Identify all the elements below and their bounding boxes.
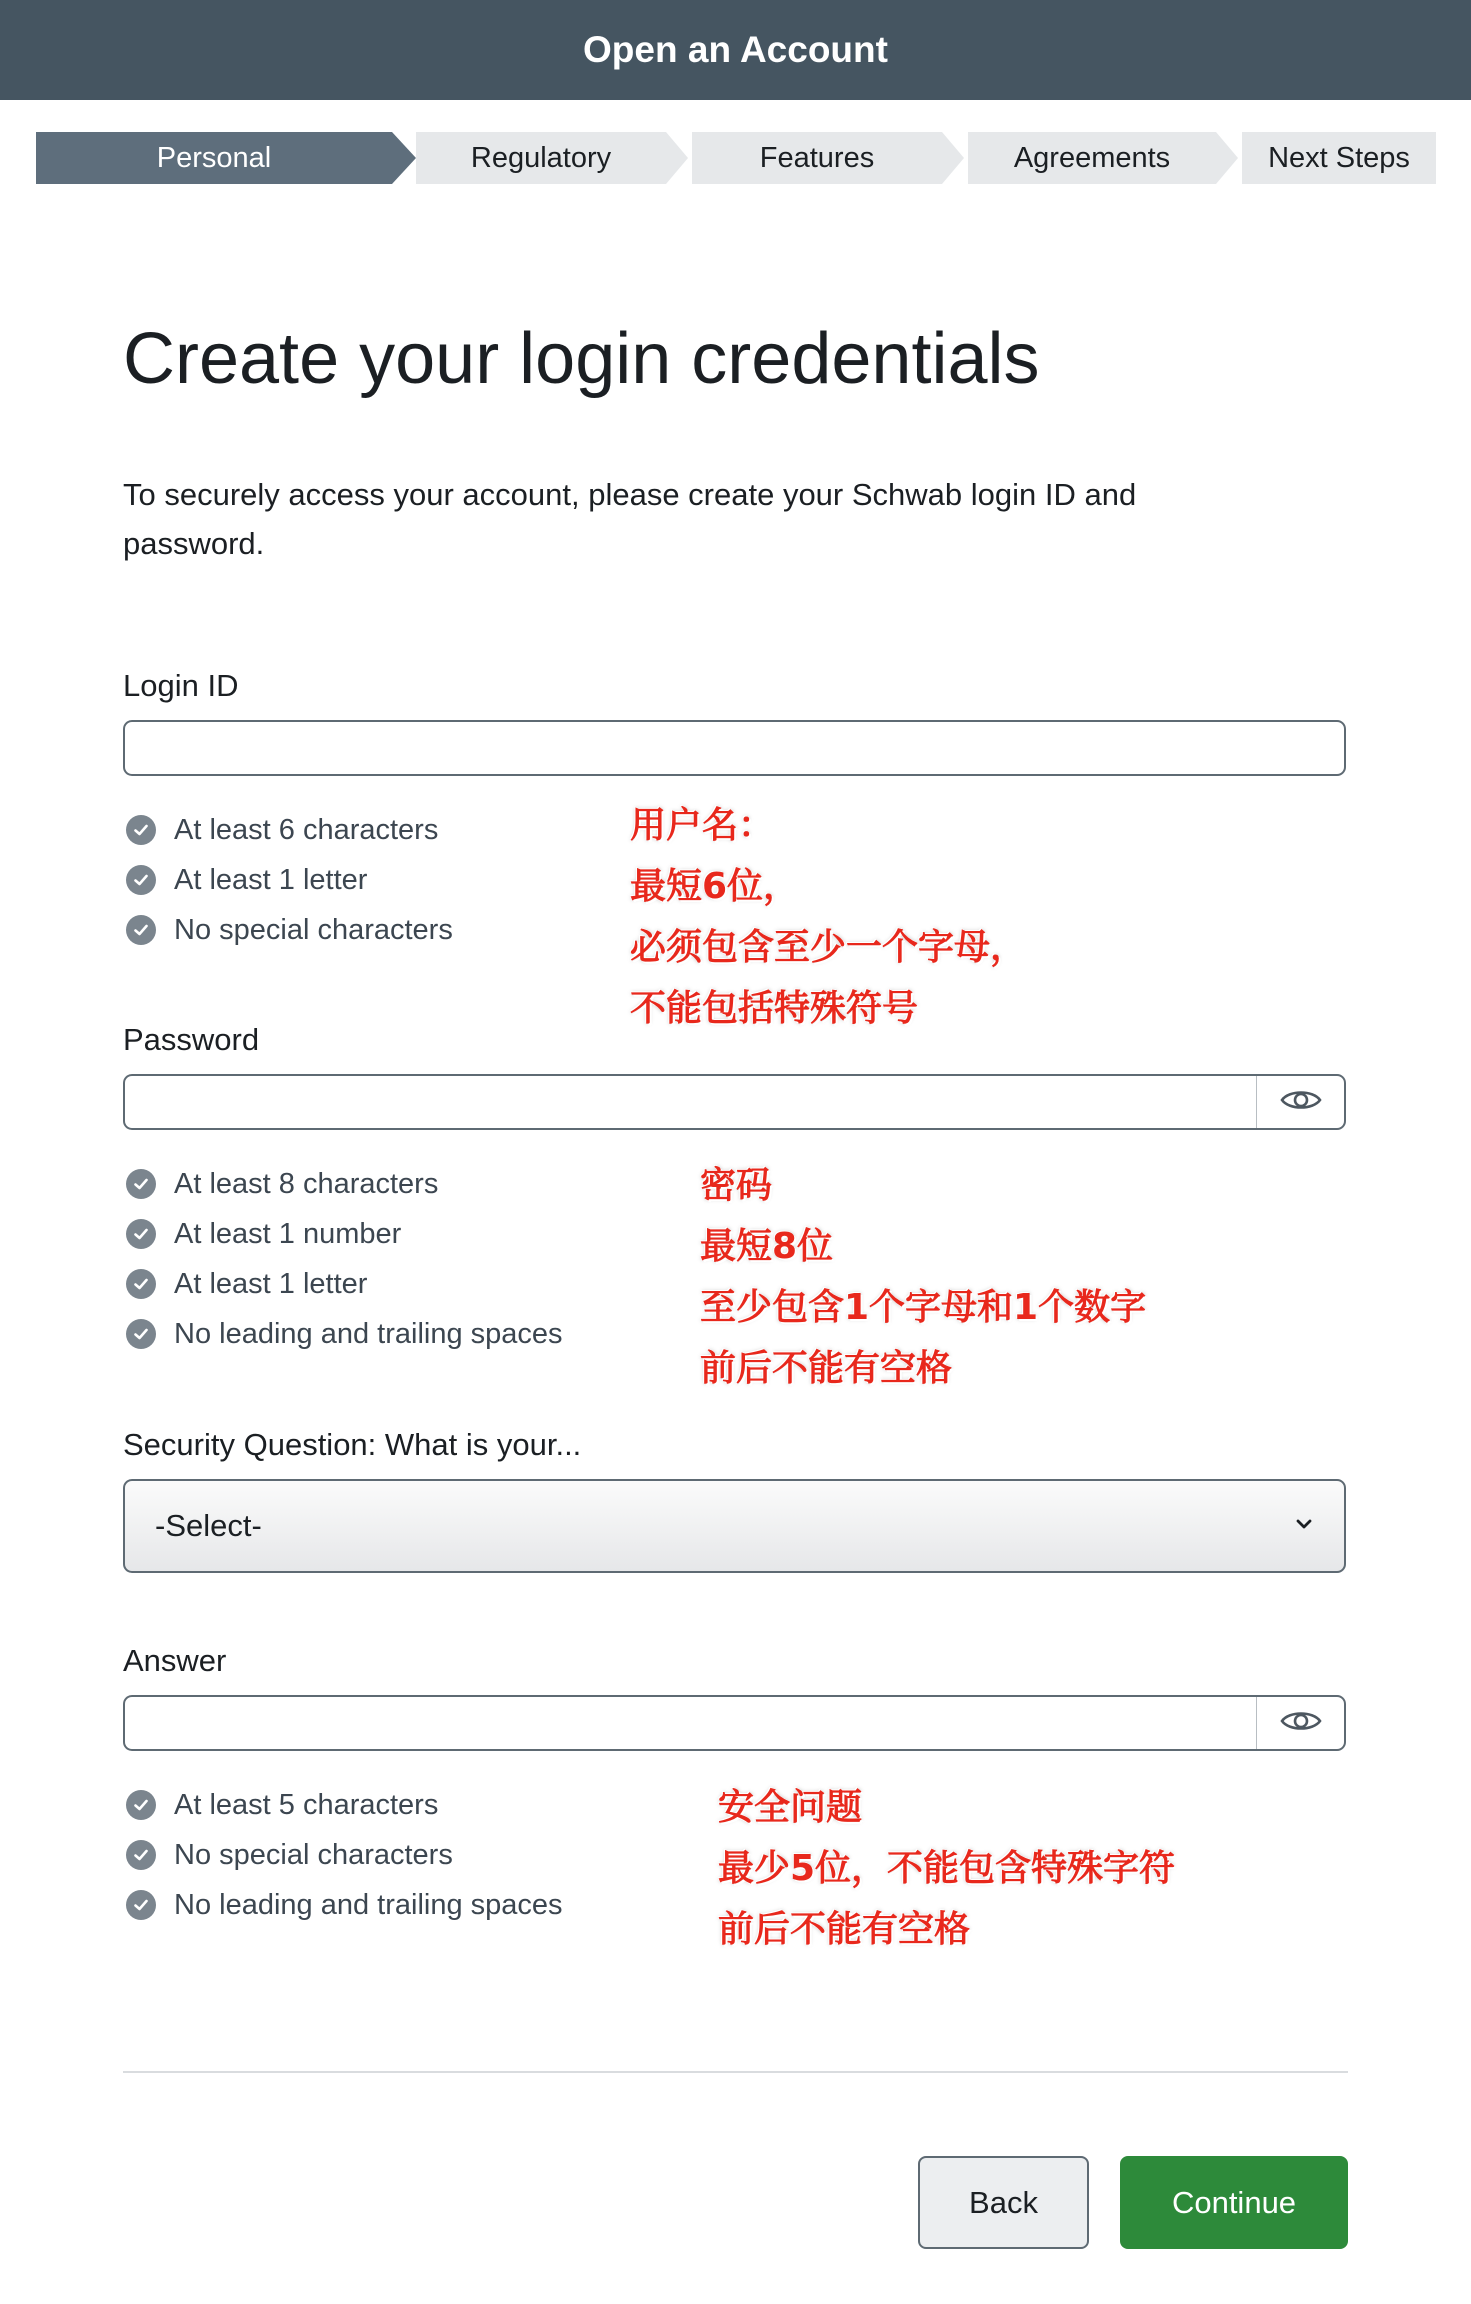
rule-item [126, 805, 453, 855]
chevron-down-icon [1294, 1517, 1314, 1536]
rule-item [126, 1209, 563, 1259]
check-icon [126, 1169, 156, 1199]
step-label: Next Steps [1268, 141, 1410, 174]
security-question-label: Security Question: What is your... [123, 1427, 582, 1462]
answer-annotation [718, 1777, 1175, 1960]
annotation-line: 最短6位， [630, 866, 800, 907]
rule-text: No special characters [174, 1838, 453, 1871]
rule-text: At least 8 characters [174, 1167, 439, 1200]
step-separator [392, 132, 416, 184]
rule-item [126, 1159, 563, 1209]
step-label: Personal [156, 141, 272, 174]
eye-icon [1280, 1087, 1322, 1118]
password-label: Password [123, 1022, 260, 1057]
annotation-line: 最少5位，不能包含特殊字符 [718, 1848, 1176, 1889]
check-icon [126, 865, 156, 895]
rule-item [126, 1309, 563, 1359]
annotation-line: 不能包括特殊符号 [630, 988, 919, 1029]
check-icon [126, 915, 156, 945]
check-icon [126, 1840, 156, 1870]
rule-item [126, 1259, 563, 1309]
annotation-line: 至少包含1个字母和1个数字 [700, 1287, 1147, 1328]
login-id-input[interactable] [123, 720, 1346, 776]
answer-label: Answer [123, 1643, 227, 1678]
step-features[interactable] [692, 132, 942, 184]
step-next-steps[interactable] [1242, 132, 1436, 184]
check-icon [126, 1219, 156, 1249]
step-separator [666, 132, 688, 184]
back-button[interactable]: Back [918, 2156, 1089, 2249]
rule-item [126, 1880, 563, 1930]
step-separator [1216, 132, 1238, 184]
rule-text: At least 1 letter [174, 863, 368, 896]
annotation-line: 前后不能有空格 [700, 1348, 953, 1389]
answer-input[interactable] [125, 1697, 1256, 1749]
login-id-label: Login ID [123, 668, 239, 703]
password-input[interactable] [125, 1076, 1256, 1128]
security-question-select[interactable] [123, 1479, 1346, 1573]
step-regulatory[interactable] [416, 132, 666, 184]
step-agreements[interactable] [968, 132, 1216, 184]
step-label: Regulatory [470, 141, 612, 174]
annotation-line: 最短8位 [700, 1226, 834, 1267]
page-title: Create your login credentials [123, 319, 1040, 399]
rule-text: No leading and trailing spaces [174, 1888, 563, 1921]
annotation-line: 必须包含至少一个字母， [630, 927, 1027, 968]
password-annotation [700, 1155, 1146, 1399]
check-icon [126, 1890, 156, 1920]
step-label: Agreements [1013, 141, 1171, 174]
login-id-annotation [630, 795, 1026, 1039]
check-icon [126, 1319, 156, 1349]
annotation-line: 密码 [700, 1165, 773, 1206]
header-title: Open an Account [583, 29, 888, 70]
progress-steps [36, 132, 1436, 184]
password-rules [126, 1159, 563, 1359]
annotation-line: 安全问题 [718, 1787, 863, 1828]
answer-field [123, 1695, 1346, 1751]
check-icon [126, 1269, 156, 1299]
login-id-rules [126, 805, 453, 955]
rule-item [126, 1780, 563, 1830]
rule-item [126, 855, 453, 905]
answer-rules [126, 1780, 563, 1930]
check-icon [126, 815, 156, 845]
intro-text: To securely access your account, please create your Schwab login ID and password. [123, 477, 1137, 561]
show-password-button[interactable] [1256, 1076, 1344, 1128]
rule-text: At least 1 letter [174, 1267, 368, 1300]
eye-icon [1280, 1708, 1322, 1739]
check-icon [126, 1790, 156, 1820]
rule-text: At least 5 characters [174, 1788, 439, 1821]
show-answer-button[interactable] [1256, 1697, 1344, 1749]
select-value: -Select- [155, 1508, 262, 1543]
continue-button[interactable]: Continue [1120, 2156, 1348, 2249]
rule-item [126, 1830, 563, 1880]
step-label: Features [759, 141, 875, 174]
rule-item [126, 905, 453, 955]
rule-text: At least 6 characters [174, 813, 439, 846]
step-separator [942, 132, 964, 184]
top-header-bar [0, 0, 1471, 100]
rule-text: At least 1 number [174, 1217, 402, 1250]
rule-text: No leading and trailing spaces [174, 1317, 563, 1350]
annotation-line: 前后不能有空格 [718, 1909, 971, 1950]
rule-text: No special characters [174, 913, 453, 946]
footer-divider [123, 2071, 1348, 2073]
annotation-line: 用户名： [630, 805, 775, 846]
password-field [123, 1074, 1346, 1130]
step-personal[interactable] [36, 132, 392, 184]
